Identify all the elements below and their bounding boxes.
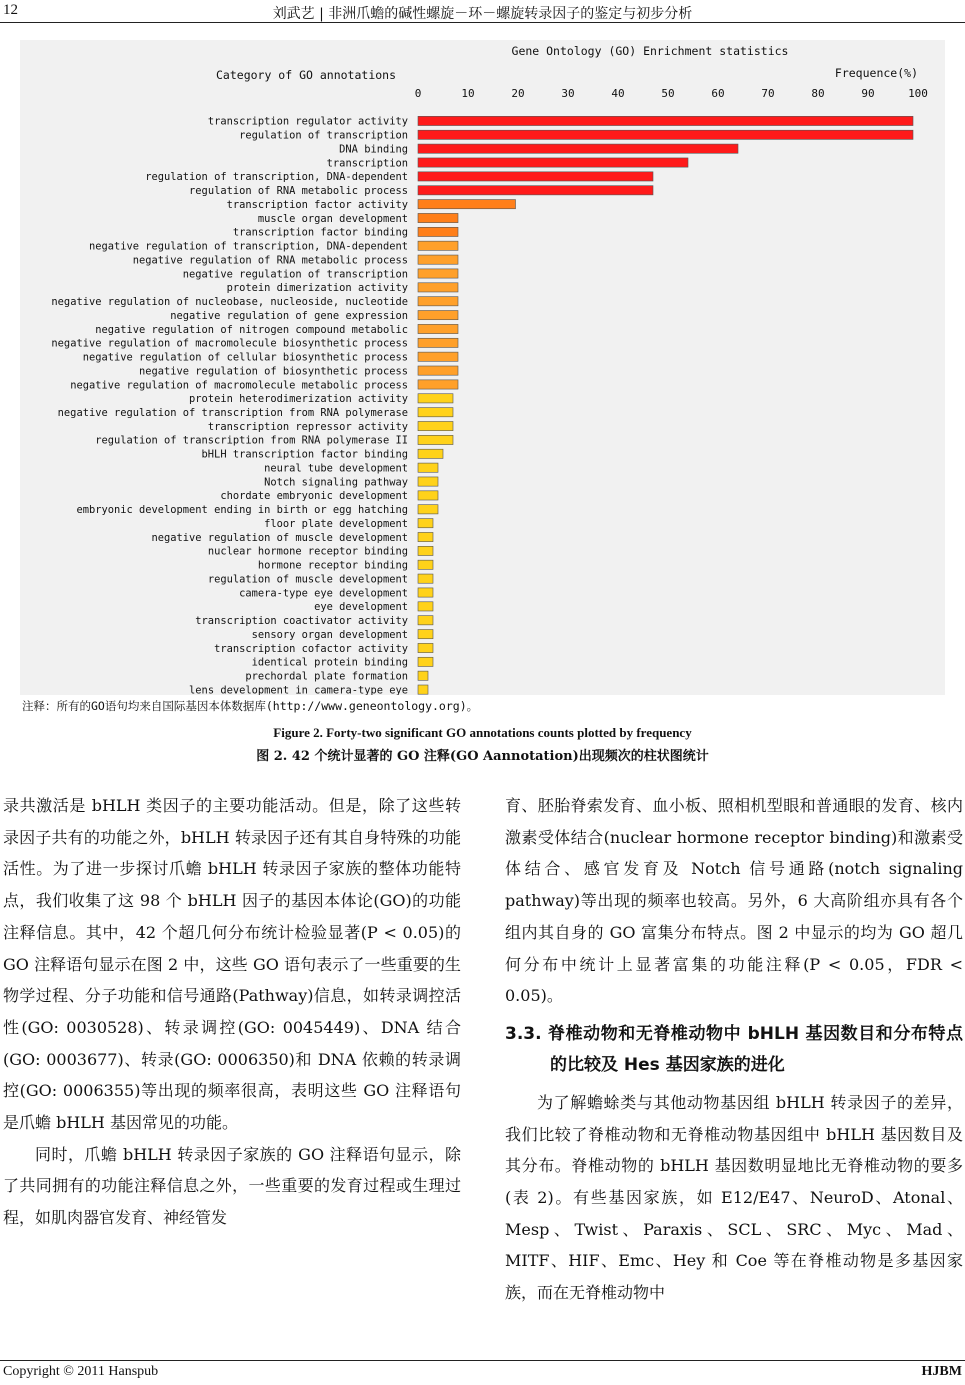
bar [418,602,433,611]
figure-caption-en: Figure 2. Forty-two significant GO annotations counts plotted by frequency [273,725,692,740]
category-label: transcription factor activity [226,198,408,211]
bar [418,130,913,139]
bar [418,366,458,375]
bar [418,158,688,167]
category-label: transcription factor binding [232,226,408,239]
bar [418,560,433,569]
bar [418,505,438,514]
bar [418,588,433,597]
category-axis-label: Category of GO annotations [216,68,397,82]
paragraph-right-1: 育、胚胎脊索发育、血小板、照相机型眼和普通眼的发育、核内激素受体结合(nuclear hormone receptor binding)和激素受体结合、感官发育及 Notch 信号通路(notch signaling pathway)等出现的频率也较高。另外，6 大高阶组亦具有各个组内其自身的 GO 富集分布特点。图 2 中显示的均为 GO 超几何分布中统计上显著富集的功能注释(P < 0.05，FDR < 0.05)。 [505,796,963,1006]
left-column [3,790,461,1234]
bar [418,352,458,361]
bar [418,227,458,236]
bar [418,519,433,528]
category-label: negative regulation of macromolecule biosynthetic process [51,337,408,350]
bar [418,241,458,250]
category-label: transcription repressor activity [207,420,408,433]
bar [418,657,433,666]
x-tick-label: 60 [711,87,725,100]
bar [418,449,443,458]
category-label: prechordal plate formation [245,670,408,683]
bar [418,546,433,555]
running-title: 刘武艺 | 非洲爪蟾的碱性螺旋－环－螺旋转录因子的鉴定与初步分析 [272,6,693,22]
x-tick-label: 10 [461,87,475,100]
bar [418,213,458,222]
figure-note: 注释：所有的GO语句均来自国际基因本体数据库(http://www.geneontology.org)。 [22,699,479,713]
category-label: regulation of transcription, DNA-dependent [145,171,408,184]
category-label: negative regulation of transcription from RNA polymerase [57,407,408,420]
page-number: 12 [3,2,18,18]
bar [418,186,653,195]
header-rule [0,22,965,23]
x-tick-label: 50 [661,87,675,100]
category-label: lens development in camera-type eye [189,684,408,695]
category-label: regulation of RNA metabolic process [189,185,408,198]
section-heading: 3.3. 脊椎动物和无脊椎动物中 bHLH 基因数目和分布特点的比较及 Hes 基因家族的进化 [505,1023,963,1075]
category-label: bHLH transcription factor binding [201,448,408,461]
journal-abbrev: HJBM [921,1364,962,1379]
bar [418,435,453,444]
bar [418,532,433,541]
category-label: negative regulation of transcription [182,268,408,281]
page-header [0,0,965,22]
category-label: transcription regulator activity [207,115,408,128]
go-frequency-bar-chart [20,40,945,695]
category-label: transcription cofactor activity [214,642,408,655]
category-label: negative regulation of nucleobase, nucleoside, nucleotide [51,296,408,309]
bar [418,283,458,292]
bar [418,685,428,694]
bar [418,616,433,625]
bar [418,630,433,639]
category-label: protein heterodimerization activity [189,393,408,406]
category-label: negative regulation of macromolecule metabolic process [70,379,408,392]
category-label: chordate embryonic development [220,490,408,503]
bar [418,394,453,403]
category-label: DNA binding [339,143,408,156]
category-label: hormone receptor binding [257,559,408,572]
bar [418,380,458,389]
category-label: sensory organ development [251,628,408,641]
x-tick-label: 20 [511,87,525,100]
bar [418,421,453,430]
bar [418,297,458,306]
category-label: regulation of muscle development [207,573,408,586]
category-label: nuclear hormone receptor binding [207,545,408,558]
category-label: floor plate development [264,517,408,530]
bar [418,477,438,486]
category-label: eye development [314,601,408,614]
category-label: negative regulation of cellular biosynthetic process [82,351,408,364]
bar [418,408,453,417]
category-label: Notch signaling pathway [264,476,408,489]
bar [418,463,438,472]
x-tick-label: 30 [561,87,575,100]
copyright: Copyright © 2011 Hanspub [3,1364,159,1379]
bar [418,671,428,680]
category-label: regulation of transcription from RNA polymerase II [95,434,408,447]
category-label: negative regulation of RNA metabolic process [132,254,408,267]
category-label: negative regulation of transcription, DNA-dependent [88,240,408,253]
bar [418,116,913,125]
bar [418,144,738,153]
paragraph-left-1: 录共激活是 bHLH 类因子的主要功能活动。但是，除了这些转录因子共有的功能之外，bHLH 转录因子还有其自身特殊的功能活性。为了进一步探讨爪蟾 bHLH 转录因子家族的整体功能特点，我们收集了这 98 个 bHLH 因子的基因本体论(GO)的功能注释信息。其中，42 个超几何分布统计检验显著(P < 0.05)的 GO 注释语句显示在图 2 中，这些 GO 语句表示了一些重要的生物学过程、分子功能和信号通路(Pathway)信息，如转录调控活性(GO: 0030528)、转录调控(GO: 0045449)、DNA 结合(GO: 0003677)、转录(GO: 0006350)和 DNA 依赖的转录调控(GO: 0006355)等出现的频率很高，表明这些 GO 注释语句是爪蟾 bHLH 基因常见的功能。 [3,796,461,1133]
footer-rule [0,1360,965,1361]
bar [418,311,458,320]
chart-title: Gene Ontology (GO) Enrichment statistics [511,44,789,58]
category-label: identical protein binding [251,656,408,669]
bar [418,200,516,209]
bar [418,338,458,347]
category-label: muscle organ development [257,212,408,225]
category-label: camera-type eye development [239,587,408,600]
x-tick-label: 70 [761,87,775,100]
bar [418,269,458,278]
category-label: neural tube development [264,462,408,475]
bar [418,324,458,333]
chart-svg [20,40,945,695]
right-column [505,790,963,1309]
category-label: regulation of transcription [239,129,408,142]
bar [418,491,438,500]
x-tick-label: 80 [811,87,825,100]
paragraph-right-2: 为了解蟾蜍类与其他动物基因组 bHLH 转录因子的差异，我们比较了脊椎动物和无脊椎动物基因组中 bHLH 基因数目及其分布。脊椎动物的 bHLH 基因数明显地比无脊椎动物的要多(表 2)。有些基因家族，如 E12/E47、NeuroD、Atonal、Mesp、Twist、Paraxis、SCL、SRC、Myc、Mad、MITF、HIF、Emc、Hey 和 Coe 等在脊椎动物是多基因家族，而在无脊椎动物中 [505,1092,963,1303]
category-label: negative regulation of nitrogen compound metabolic [95,323,408,336]
x-tick-label: 40 [611,87,625,100]
bar [418,172,653,181]
category-label: protein dimerization activity [226,282,408,295]
paragraph-left-2: 同时，爪蟾 bHLH 转录因子家族的 GO 注释语句显示，除了共同拥有的功能注释信息之外，一些重要的发育过程或生理过程，如肌肉器官发育、神经管发 [3,1144,461,1228]
bar [418,574,433,583]
category-label: transcription [326,157,408,170]
value-axis-label: Frequence(%) [834,66,918,80]
category-label: embryonic development ending in birth or egg hatching [76,504,408,517]
category-label: negative regulation of gene expression [170,309,408,322]
category-label: negative regulation of biosynthetic process [139,365,408,378]
x-tick-label: 90 [861,87,875,100]
x-tick-label: 0 [414,87,422,100]
x-tick-label: 100 [908,87,928,100]
figure-caption-zh: 图 2. 42 个统计显著的 GO 注释(GO Aannotation)出现频次的柱状图统计 [256,749,709,764]
bar [418,643,433,652]
category-label: negative regulation of muscle development [151,531,408,544]
category-label: transcription coactivator activity [195,615,408,628]
bar [418,255,458,264]
